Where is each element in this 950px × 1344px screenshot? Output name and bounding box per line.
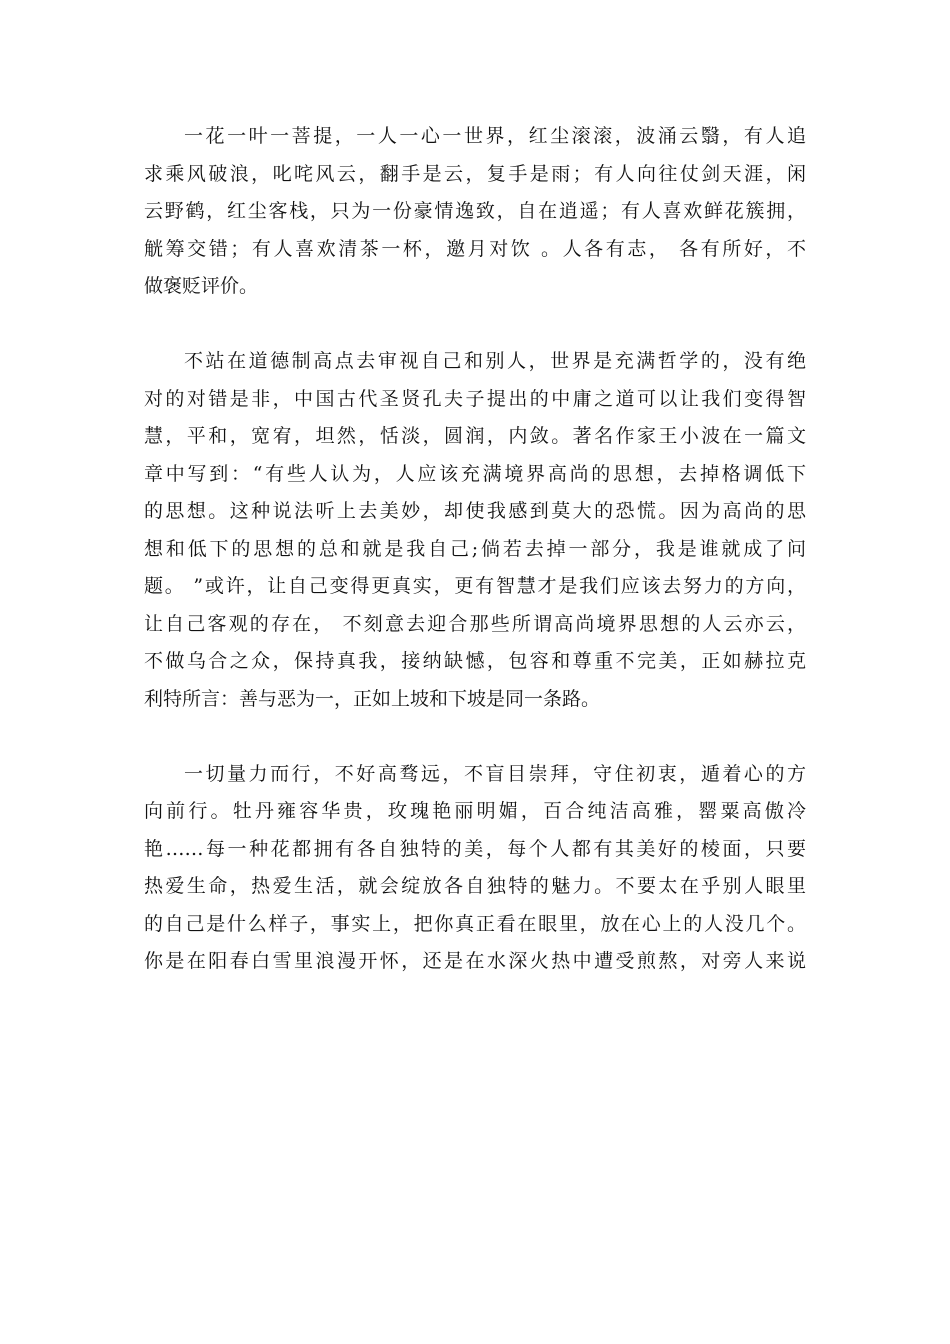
document-body — [144, 118, 806, 981]
paragraph-3 — [144, 756, 806, 981]
paragraph-line: 慧，平和，宽宥，坦然，恬淡，圆润，内敛。著名作家王小波在一篇文 — [144, 425, 806, 447]
paragraph-line: 不做乌合之众，保持真我，接纳缺憾，包容和尊重不完美，正如赫拉克 — [144, 650, 806, 672]
paragraph-1 — [144, 118, 806, 306]
paragraph-line: 做褒贬评价。 — [144, 275, 259, 297]
paragraph-line: 一花一叶一菩提，一人一心一世界，红尘滚滚，波涌云翳，有人追 — [184, 125, 806, 147]
paragraph-line: 求乘风破浪，叱咤风云，翻手是云，复手是雨；有人向往仗剑天涯，闲 — [144, 162, 806, 185]
paragraph-line: 章中写到：“有些人认为，人应该充满境界高尚的思想，去掉格调低下 — [144, 462, 806, 485]
paragraph-line: 题。 ”或许，让自己变得更真实，更有智慧才是我们应该去努力的方向， — [144, 575, 806, 597]
paragraph-line: 觥筹交错；有人喜欢清茶一杯，邀月对饮 。人各有志， 各有所好，不 — [144, 237, 806, 260]
paragraph-line: 的自己是什么样子，事实上，把你真正看在眼里，放在心上的人没几个。 — [144, 912, 806, 935]
paragraph-line: 艳……每一种花都拥有各自独特的美，每个人都有其美好的棱面，只要 — [144, 837, 806, 860]
paragraph-line: 一切量力而行，不好高骛远，不盲目崇拜，守住初衷，遁着心的方 — [184, 762, 806, 785]
paragraph-line: 利特所言：善与恶为一，正如上坡和下坡是同一条路。 — [144, 687, 601, 710]
paragraph-line: 热爱生命，热爱生活，就会绽放各自独特的魅力。不要太在乎别人眼里 — [144, 875, 806, 897]
paragraph-line: 向前行。牡丹雍容华贵，玫瑰艳丽明媚，百合纯洁高雅，罂粟高傲冷 — [144, 800, 806, 822]
paragraph-line: 你是在阳春白雪里浪漫开怀，还是在水深火热中遭受煎熬，对旁人来说 — [144, 950, 806, 972]
paragraph-line: 想和低下的思想的总和就是我自己;倘若去掉一部分，我是谁就成了问 — [144, 537, 806, 560]
paragraph-gap — [144, 718, 806, 756]
paragraph-line: 的思想。这种说法听上去美妙，却使我感到莫大的恐慌。因为高尚的思 — [144, 500, 806, 522]
paragraph-line: 对的对错是非，中国古代圣贤孔夫子提出的中庸之道可以让我们变得智 — [144, 387, 806, 410]
paragraph-line: 不站在道德制高点去审视自己和别人，世界是充满哲学的，没有绝 — [184, 350, 806, 372]
paragraph-2 — [144, 343, 806, 718]
paragraph-gap — [144, 306, 806, 344]
paragraph-line: 让自己客观的存在， 不刻意去迎合那些所谓高尚境界思想的人云亦云， — [144, 612, 806, 635]
paragraph-line: 云野鹤，红尘客栈，只为一份豪情逸致，自在逍遥；有人喜欢鲜花簇拥， — [144, 200, 806, 222]
